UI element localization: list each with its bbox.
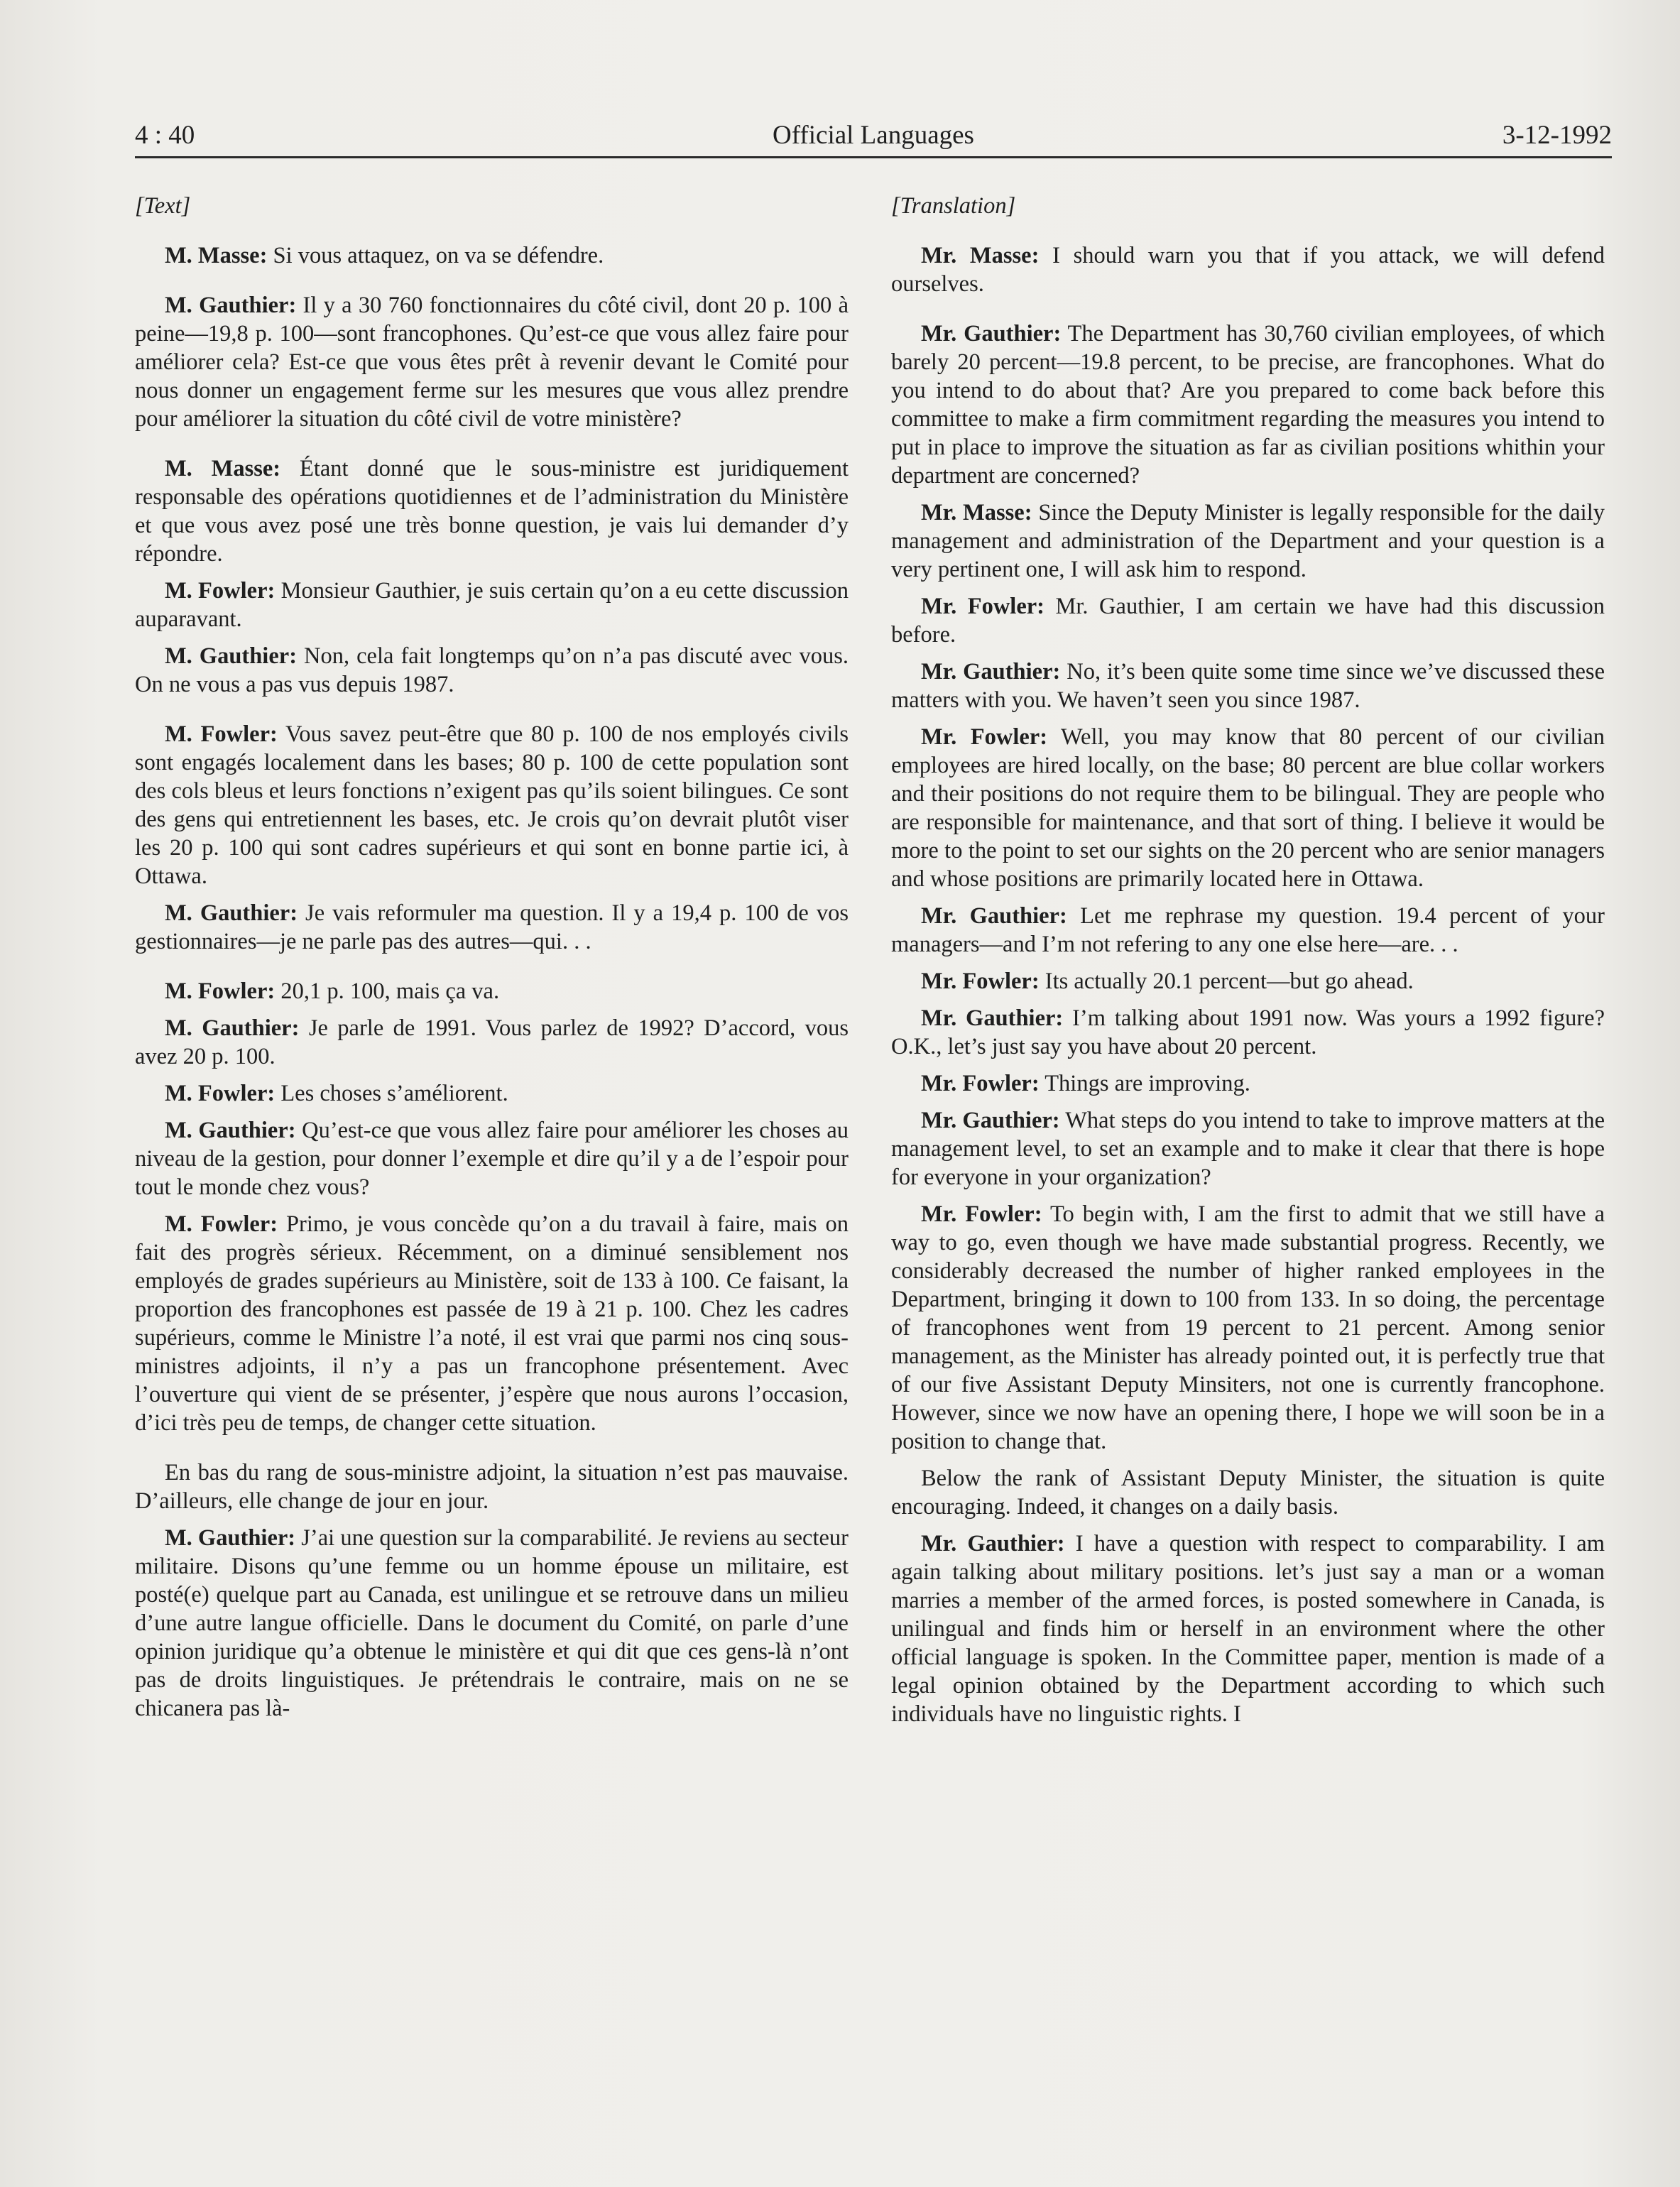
speaker-name: M. Fowler: (165, 578, 276, 604)
speaker-name: Mr. Masse: (921, 500, 1032, 525)
speech-text: I have a question with respect to comparability. I am again talking about military positions. let’s just say a man or a woman marries a member of the armed forces, is posted somewhere in Canada, is unilingual and finds him or herself in an environment where the other official language is spoken. In the Committee paper, mention is made of a legal opinion obtained by the Department according to which such individuals have no linguistic rights. I (891, 1531, 1605, 1727)
paragraph (891, 320, 1605, 490)
paragraph (135, 291, 849, 433)
speech-text: Vous savez peut-être que 80 p. 100 de nos employés civils sont engagés localement dans les bases; 80 p. 100 de cette population sont des cols bleus et leurs fonctions n’exigent pas qu’ils soient bilingues. Ce sont des gens qui entretiennent les bases, etc. Je crois qu’on devrait plutôt viser les 20 p. 100 qui sont cadres supérieurs et qui sont en bonne partie ici, à Ottawa. (135, 721, 849, 889)
paragraph (135, 1116, 849, 1201)
paragraph (891, 723, 1605, 893)
paragraph (135, 720, 849, 890)
speech-text: Things are improving. (1039, 1071, 1250, 1096)
publication-date: 3-12-1992 (1502, 121, 1612, 150)
speech-text: I should warn you that if you attack, we will defend ourselves. (891, 243, 1605, 297)
paragraph (135, 454, 849, 568)
paragraph (135, 642, 849, 699)
speaker-name: M. Fowler: (165, 1081, 276, 1106)
speaker-name: Mr. Fowler: (921, 969, 1040, 994)
speech-text: What steps do you intend to take to improve matters at the management level, to set an example and to make it clear that there is hope for everyone in your organization? (891, 1108, 1605, 1190)
speech-text: Below the rank of Assistant Deputy Minister, the situation is quite encouraging. Indeed, it changes on a daily basis. (891, 1466, 1605, 1520)
speaker-name: M. Gauthier: (165, 643, 298, 669)
speaker-name: Mr. Gauthier: (921, 659, 1061, 685)
speaker-name: M. Fowler: (165, 978, 276, 1004)
speech-text: Il y a 30 760 fonctionnaires du côté civil, dont 20 p. 100 à peine—19,8 p. 100—sont francophones. Qu’est-ce que vous allez faire pour améliorer cela? Est-ce que vous êtes prêt à revenir devant le Comité pour nous donner un engagement ferme sur les mesures que vous allez prendre pour améliorer la situation du côté civil de votre ministère? (135, 293, 849, 432)
speaker-name: M. Gauthier: (165, 1118, 296, 1143)
speech-text: To begin with, I am the first to admit that we still have a way to go, even though we have made substantial progress. Recently, we considerably decreased the number of higher ranked employees in the Department, bringing it down to 100 from 133. In so doing, the percentage of francophones went from 19 percent to 21 percent. Among senior management, as the Minister has already pointed out, it is perfectly true that of our five Assistant Deputy Minsiters, not one is currently francophone. However, since we now have an opening there, I hope we will soon be in a position to change that. (891, 1201, 1605, 1454)
speaker-name: M. Fowler: (165, 721, 278, 747)
column-label-text: [Text] (135, 193, 191, 219)
speaker-name: Mr. Gauthier: (921, 1005, 1064, 1031)
speaker-name: M. Gauthier: (165, 900, 298, 926)
speech-text: Its actually 20.1 percent—but go ahead. (1039, 969, 1414, 994)
speaker-name: M. Masse: (165, 456, 281, 481)
paragraph (135, 977, 849, 1005)
paragraph (891, 1004, 1605, 1061)
paragraph (135, 1210, 849, 1437)
speech-text: Let me rephrase my question. 19.4 percent of your managers—and I’m not refering to any one else here—are. . . (891, 903, 1605, 957)
paragraph (891, 1464, 1605, 1521)
paragraph (891, 592, 1605, 649)
speech-text: No, it’s been quite some time since we’ve discussed these matters with you. We haven’t seen you since 1987. (891, 659, 1605, 713)
speech-text: Primo, je vous concède qu’on a du travail à faire, mais on fait des progrès sérieux. Récemment, on a diminué sensiblement nos employés de grades supérieurs au Ministère, soit de 133 à 100. Ce faisant, la proportion des francophones est passée de 19 à 21 p. 100. Chez les cadres supérieurs, comme le Ministre l’a noté, il est vrai que parmi nos cinq sous-ministres adjoints, il n’y a pas un francophone présentement. Avec l’ouverture qui vient de se présenter, j’espère que nous aurons l’occasion, d’ici très peu de temps, de changer cette situation. (135, 1211, 849, 1436)
speech-text: 20,1 p. 100, mais ça va. (275, 978, 500, 1004)
speaker-name: Mr. Gauthier: (921, 903, 1067, 929)
speaker-name: Mr. Masse: (921, 243, 1040, 268)
speech-text: J’ai une question sur la comparabilité. Je reviens au secteur militaire. Disons qu’une femme ou un homme épouse un militaire, est posté(e) quelque part au Canada, est unilingue et se retrouve dans un milieu d’une autre langue officielle. Dans le document du Comité, on parle d’une opinion juridique qu’a obtenue le ministère et qui dit que ces gens-là n’ont pas de droits linguistiques. Je prétendrais le contraire, mais on ne se chicanera pas là- (135, 1525, 849, 1721)
speech-text: I’m talking about 1991 now. Was yours a 1992 figure? O.K., let’s just say you have about 20 percent. (891, 1005, 1605, 1059)
speech-text: Monsieur Gauthier, je suis certain qu’on a eu cette discussion auparavant. (135, 578, 849, 632)
paragraph (135, 899, 849, 956)
column-label-translation: [Translation] (891, 193, 1016, 219)
paragraph (135, 1458, 849, 1515)
speech-text: Mr. Gauthier, I am certain we have had this discussion before. (891, 594, 1605, 648)
speaker-name: Mr. Fowler: (921, 724, 1048, 750)
page-header (135, 111, 1612, 158)
paragraph (135, 1014, 849, 1071)
speech-text: Les choses s’améliorent. (275, 1081, 508, 1106)
paragraph (135, 241, 849, 270)
paragraph (135, 577, 849, 633)
paragraph (891, 1069, 1605, 1098)
speaker-name: Mr. Gauthier: (921, 1108, 1060, 1133)
speech-text: Étant donné que le sous-ministre est juridiquement responsable des opérations quotidiennes et de l’administration du Ministère et que vous avez posé une très bonne question, je vais lui demander d’y répondre. (135, 456, 849, 567)
speech-text: Je vais reformuler ma question. Il y a 19,4 p. 100 de vos gestionnaires—je ne parle pas des autres—qui. . . (135, 900, 849, 954)
speaker-name: M. Masse: (165, 243, 268, 268)
page-number: 4 : 40 (135, 121, 195, 150)
paragraph (891, 1106, 1605, 1191)
speech-text: Non, cela fait longtemps qu’on n’a pas discuté avec vous. On ne vous a pas vus depuis 1987. (135, 643, 849, 697)
speech-text: The Department has 30,760 civilian employees, of which barely 20 percent—19.8 percent, to be precise, are francophones. What do you intend to do about that? Are you prepared to come back before this committee to make a firm commitment regarding the measures you intend to put in place to improve the situation as far as civilian positions whithin your department are concerned? (891, 321, 1605, 489)
paragraph (135, 1079, 849, 1108)
speech-text: Well, you may know that 80 percent of our civilian employees are hired locally, on the base; 80 percent are blue collar workers and their positions do not require them to be bilingual. They are people who are responsible for maintenance, and that sort of thing. I believe it would be more to the point to set our sights on the 20 percent who are senior managers and whose positions are primarily located here in Ottawa. (891, 724, 1605, 892)
speaker-name: M. Gauthier: (165, 1015, 300, 1041)
speaker-name: Mr. Fowler: (921, 594, 1045, 619)
paragraph (891, 967, 1605, 996)
english-column (891, 192, 1605, 1737)
speaker-name: Mr. Gauthier: (921, 1531, 1065, 1556)
paragraph (891, 1529, 1605, 1728)
paragraph (891, 902, 1605, 959)
speaker-name: Mr. Fowler: (921, 1071, 1040, 1096)
speech-text: Qu’est-ce que vous allez faire pour améliorer les choses au niveau de la gestion, pour donner l’exemple et dire qu’il y a de l’espoir pour tout le monde chez vous? (135, 1118, 849, 1200)
speech-text: En bas du rang de sous-ministre adjoint, la situation n’est pas mauvaise. D’ailleurs, elle change de jour en jour. (135, 1460, 849, 1514)
speech-text: Je parle de 1991. Vous parlez de 1992? D’accord, vous avez 20 p. 100. (135, 1015, 849, 1069)
paragraph (891, 1200, 1605, 1456)
speech-text: Si vous attaquez, on va se défendre. (267, 243, 604, 268)
speaker-name: Mr. Gauthier: (921, 321, 1062, 347)
paragraph (891, 658, 1605, 714)
paragraph (891, 241, 1605, 298)
speaker-name: M. Gauthier: (165, 293, 297, 318)
french-column (135, 192, 849, 1731)
speech-text: Since the Deputy Minister is legally responsible for the daily management and administration of the Department and your question is a very pertinent one, I will ask him to respond. (891, 500, 1605, 582)
speaker-name: M. Fowler: (165, 1211, 278, 1237)
speaker-name: Mr. Fowler: (921, 1201, 1042, 1227)
speaker-name: M. Gauthier: (165, 1525, 296, 1551)
publication-title: Official Languages (773, 121, 974, 150)
paragraph (135, 1524, 849, 1723)
paragraph (891, 498, 1605, 584)
